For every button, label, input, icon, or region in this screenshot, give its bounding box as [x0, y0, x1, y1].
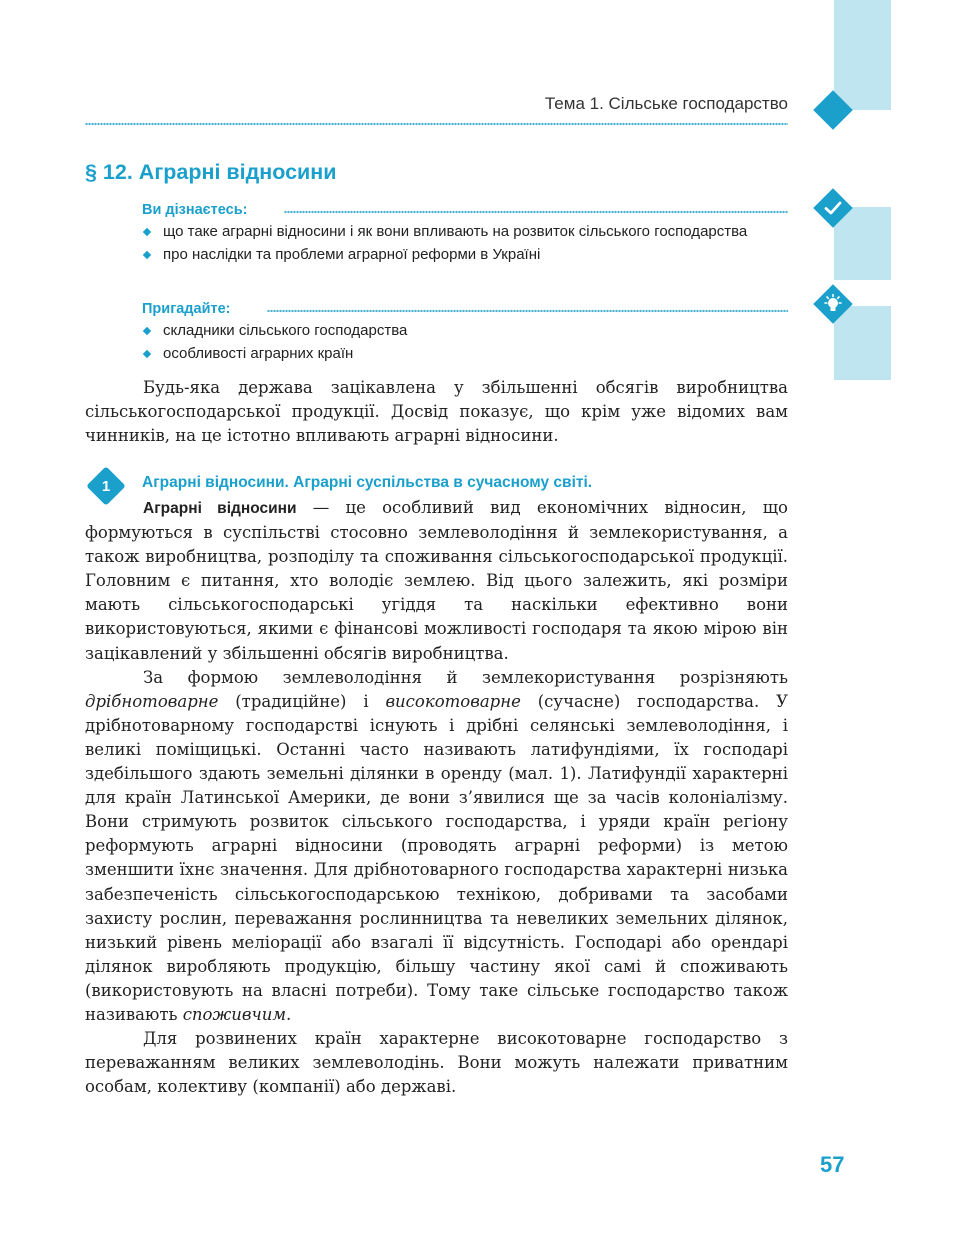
term-agrarian-relations: Аграрні відносини [143, 500, 297, 517]
learn-heading: Ви дізнаєтесь: [142, 202, 248, 218]
page-number: 57 [820, 1152, 845, 1177]
recall-heading: Пригадайте: [142, 301, 231, 317]
learn-item: що таке аграрні відносини і як вони впливають на розвиток сільського господарства [142, 221, 788, 244]
checkmark-icon [813, 188, 853, 228]
header-dotted-rule [85, 121, 788, 127]
paragraph-3: Для розвинених країн характерне високотоварне господарство з переважанням великих землеволодінь. Вони можуть належати приватним особам, колективу (компанії) або державі. [85, 1029, 788, 1097]
recall-list [142, 320, 788, 365]
subsection-title: Аграрні відносини. Аграрні суспільства в сучасному світі. [142, 474, 593, 491]
paragraph-1: Аграрні відносини — це особливий вид економічних відносин, що формуються в суспільстві стосовно землеволодіння й землекористування, а також виробництва, розподілу та споживання сільськогосподарської продукції. Головним є питання, хто володіє землею. Від цього залежить, які розміри мають сільськогосподарські угіддя та наскільки ефективно вони використовуються, якими є фінансові можливості господаря та якою мірою він зацікавлений у збільшенні обсягів виробництва. [85, 498, 788, 663]
recall-dotted-rule [267, 308, 788, 314]
intro-text: Будь-яка держава зацікавлена у збільшенні обсягів виробництва сільськогосподарської продукції. Досвід показує, що крім уже відомих вам чинників, на це істотно впливають аграрні відносини. [85, 378, 788, 446]
term-consumer: споживчим [182, 1004, 287, 1024]
subsection-number: 1 [101, 477, 111, 495]
running-header: Тема 1. Сільське господарство [544, 94, 788, 113]
intro-paragraph [85, 376, 788, 448]
learn-item: про наслідки та проблеми аграрної реформи в Україні [142, 244, 788, 267]
recall-item: складники сільського господарства [142, 320, 788, 343]
main-text [85, 496, 788, 1099]
paragraph-2: За формою землеволодіння й землекористування розрізняють дрібнотоварне (традиційне) і високотоварне (сучасне) господарства. У дрібнотоварному господарстві існують і дрібні селянські землеволодіння, і великі поміщицькі. Останні часто називають латифундіями, їх господарі здебільшого здають земельні ділянки в оренду (мал. 1). Латифундії характерні для країн Латинської Америки, де вони з’явилися ще за часів колоніалізму. Вони стримують розвиток сільського господарства, і уряди країн регіону реформують аграрні відносини (проводять аграрні реформи) із метою зменшити їхнє значення. Для дрібнотоварного господарства характерні низька забезпеченість сільськогосподарською технікою, добривами та засобами захисту рослин, переважання рослинництва та невеликих земельних ділянок, низький рівень меліорації або взагалі її відсутність. Господарі або орендарі ділянок виробляють продукцію, більшу частину якої самі й споживають (використовують на власні потреби). Тому таке сільське господарство також називають споживчим. [85, 667, 788, 1024]
term-large-scale: високотоварне [385, 691, 521, 711]
learn-dotted-rule [284, 209, 788, 215]
margin-tab-top [834, 0, 891, 110]
recall-item: особливості аграрних країн [142, 343, 788, 366]
learn-list [142, 221, 788, 266]
term-small-scale: дрібнотоварне [85, 691, 219, 711]
section-title: § 12. Аграрні відносини [85, 160, 337, 184]
lightbulb-icon [813, 284, 853, 324]
